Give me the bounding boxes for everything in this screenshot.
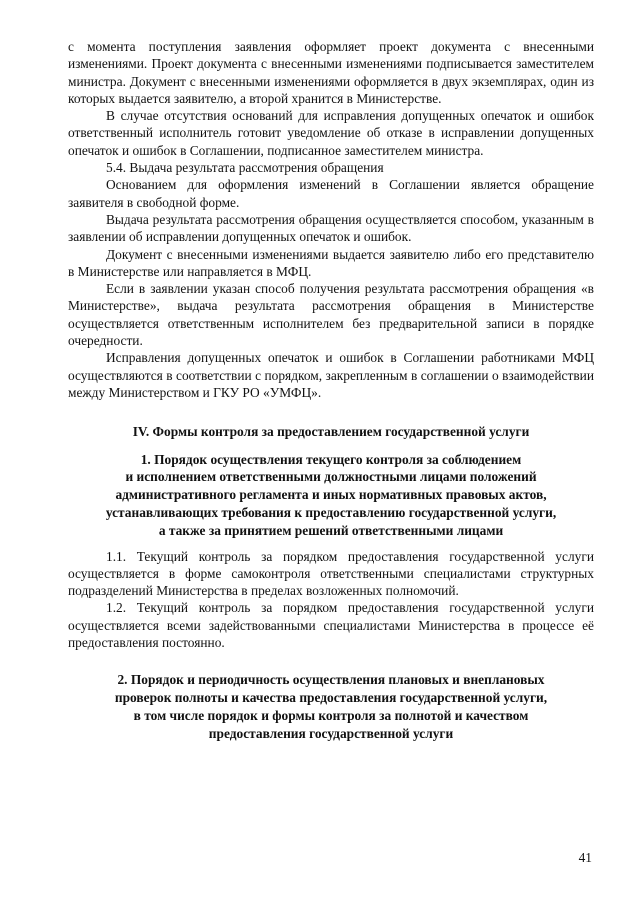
heading-line: 1. Порядок осуществления текущего контроля за соблюдением <box>140 451 522 467</box>
page-number: 41 <box>578 850 592 865</box>
heading-line: административного регламента и иных нормативных правовых актов, <box>115 487 547 503</box>
paragraph-ministry-pickup: Если в заявлении указан способ получения результата рассмотрения обращения «в Министерстве», выдача результата рассмотрения обращения в Министерстве осуществляется ответственным исполнителем без предварительной записи в порядке очередности. <box>68 281 594 349</box>
paragraph-continuation: с момента поступления заявления оформляет проект документа с внесенными изменениями. Проект документа с внесенными изменениями подписывается заместителем министра. Документ с внесенными изменениями оформляется в двух экземплярах, один из которых выдается заявителю, а второй хранится в Министерстве. <box>68 39 594 106</box>
page-content <box>68 38 594 750</box>
paragraph-document-issued: Документ с внесенными изменениями выдается заявителю либо его представителю в Министерстве или направляется в МФЦ. <box>68 246 594 279</box>
paragraph-1-1: 1.1. Текущий контроль за порядком предоставления государственной услуги осуществляется в форме самоконтроля ответственными специалистами структурных подразделений Министерства в пределах возложенных полномочий. <box>68 548 594 599</box>
heading-line: и исполнением ответственными должностными лицами положений <box>125 469 537 485</box>
paragraph-mfc-corrections: Исправления допущенных опечаток и ошибок в Соглашении работниками МФЦ осуществляются в соответствии с порядком, закрепленным в соглашении о взаимодействии между Министерством и ГКУ РО «УМФЦ». <box>68 350 594 400</box>
heading-line: устанавливающих требования к предоставлению государственной услуги, <box>105 504 557 520</box>
paragraph-refusal: В случае отсутствия оснований для исправления допущенных опечаток и ошибок ответственный исполнитель готовит уведомление об отказе в исправлении допущенных опечаток и ошибок в Соглашении, подписанное заместителем министра. <box>68 108 594 158</box>
heading-line: проверок полноты и качества предоставления государственной услуги, <box>114 690 548 706</box>
heading-line: предоставления государственной услуги <box>208 725 454 741</box>
heading-line: а также за принятием решений ответственными лицами <box>158 522 504 538</box>
paragraph-1-2: 1.2. Текущий контроль за порядком предоставления государственной услуги осуществляется всеми задействованными специалистами Министерства в процессе её предоставления постоянно. <box>68 600 594 650</box>
paragraph-basis: Основанием для оформления изменений в Соглашении является обращение заявителя в свободной форме. <box>68 177 594 210</box>
heading-planned-checks <box>68 671 594 742</box>
heading-line: 2. Порядок и периодичность осуществления плановых и внеплановых <box>117 672 545 688</box>
heading-current-control <box>68 451 594 540</box>
paragraph-issuance-method: Выдача результата рассмотрения обращения осуществляется способом, указанным в заявлении об исправлении допущенных опечаток и ошибок. <box>68 211 594 245</box>
subsection-5-4-title: 5.4. Выдача результата рассмотрения обращения <box>106 160 384 176</box>
heading-line: в том числе порядок и формы контроля за полнотой и качеством <box>133 707 529 723</box>
section-iv-title: IV. Формы контроля за предоставлением государственной услуги <box>132 424 530 440</box>
